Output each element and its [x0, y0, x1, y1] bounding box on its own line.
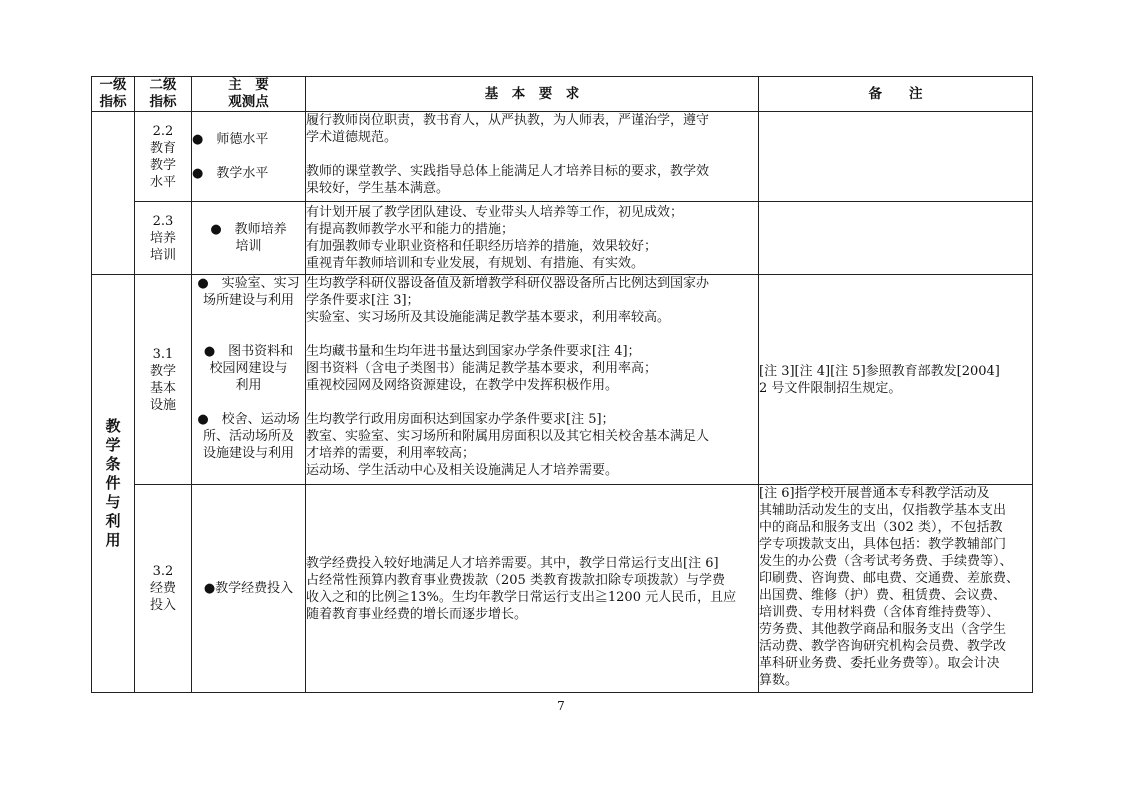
- header-level2: 二级 指标: [135, 77, 192, 112]
- level1-teaching-conditions: 教 学 条 件 与 利 用: [92, 275, 135, 693]
- note-cell: [注 3][注 4][注 5]参照教育部教发[2004] 2 号文件限制招生规定。: [759, 275, 1033, 485]
- requirement-cell: 履行教师岗位职责，教书育人，从严执教，为人师表，严谨治学，遵守 学术道德规范。 教师的课堂教学、实践指导总体上能满足人才培养目标的要求，教学效 果较好，学生基本满意。: [306, 112, 759, 202]
- observation-cell: ● 实验室、实习 场所建设与利用 ● 图书资料和 校园网建设与 利用 ● 校舍、运动场 所、活动场所及 设施建设与利用: [192, 275, 306, 485]
- observation-cell: ●教学经费投入: [192, 485, 306, 693]
- level2-cell: 2.3 培养 培训: [135, 202, 192, 275]
- requirement-cell: 有计划开展了教学团队建设、专业带头人培养等工作，初见成效； 有提高教师教学水平和能力的措施； 有加强教师专业职业资格和任职经历培养的措施，效果较好； 重视青年教师培训和专业发展，有规划、有措施、有实效。: [306, 202, 759, 275]
- note-cell: [759, 112, 1033, 202]
- level2-cell: 3.1 教学 基本 设施: [135, 275, 192, 485]
- indicator-table: [91, 76, 1033, 693]
- level2-cell: 3.2 经费 投入: [135, 485, 192, 693]
- table-row: [92, 202, 1033, 275]
- note-cell: [759, 202, 1033, 275]
- header-requirements: 基 本 要 求: [306, 77, 759, 112]
- note-cell: [注 6]指学校开展普通本专科教学活动及 其辅助活动发生的支出，仅指教学基本支出 中的商品和服务支出（302 类），不包括教 学专项拨款支出，具体包括：教学教辅部门 发生的办公费（含考试考务费、手续费等）、 印刷费、咨询费、邮电费、交通费、差旅费、 出国费、维修（护）费、租赁费、会议费、 培训费、专用材料费（含体育维持费等）、 劳务费、其他教学商品和服务支出（含学生 活动费、教学咨询研究机构会员费、教学改 革科研业务费、委托业务费等）。取会计决 算数。: [759, 485, 1033, 693]
- observation-cell: ● 师德水平 ● 教学水平: [192, 112, 306, 202]
- observation-cell: ● 教师培养 培训: [192, 202, 306, 275]
- requirement-cell: 教学经费投入较好地满足人才培养需要。其中，教学日常运行支出[注 6] 占经常性预算内教育事业费拨款（205 类教育拨款扣除专项拨款）与学费 收入之和的比例≧13%。生均年教学日常运行支出≧1200 元人民币，且应 随着教育事业经费的增长而逐步增长。: [306, 485, 759, 693]
- table-row: [92, 112, 1033, 202]
- level1-cell-empty: [92, 112, 135, 275]
- page-number: 7: [557, 699, 565, 713]
- level2-cell: 2.2 教育 教学 水平: [135, 112, 192, 202]
- table-header-row: [92, 77, 1033, 112]
- header-level1: 一级 指标: [92, 77, 135, 112]
- header-notes: 备 注: [759, 77, 1033, 112]
- header-observation: 主 要 观测点: [192, 77, 306, 112]
- table-row: [92, 275, 1033, 485]
- requirement-cell: 生均教学科研仪器设备值及新增教学科研仪器设备所占比例达到国家办 学条件要求[注 3]； 实验室、实习场所及其设施能满足教学基本要求，利用率较高。 生均藏书量和生均年进书量达到国家办学条件要求[注 4]； 图书资料（含电子类图书）能满足教学基本要求，利用率高； 重视校园网及网络资源建设，在教学中发挥积极作用。 生均教学行政用房面积达到国家办学条件要求[注 5]； 教室、实验室、实习场所和附属用房面积以及其它相关校舍基本满足人 才培养的需要，利用率较高； 运动场、学生活动中心及相关设施满足人才培养需要。: [306, 275, 759, 485]
- table-row: [92, 485, 1033, 693]
